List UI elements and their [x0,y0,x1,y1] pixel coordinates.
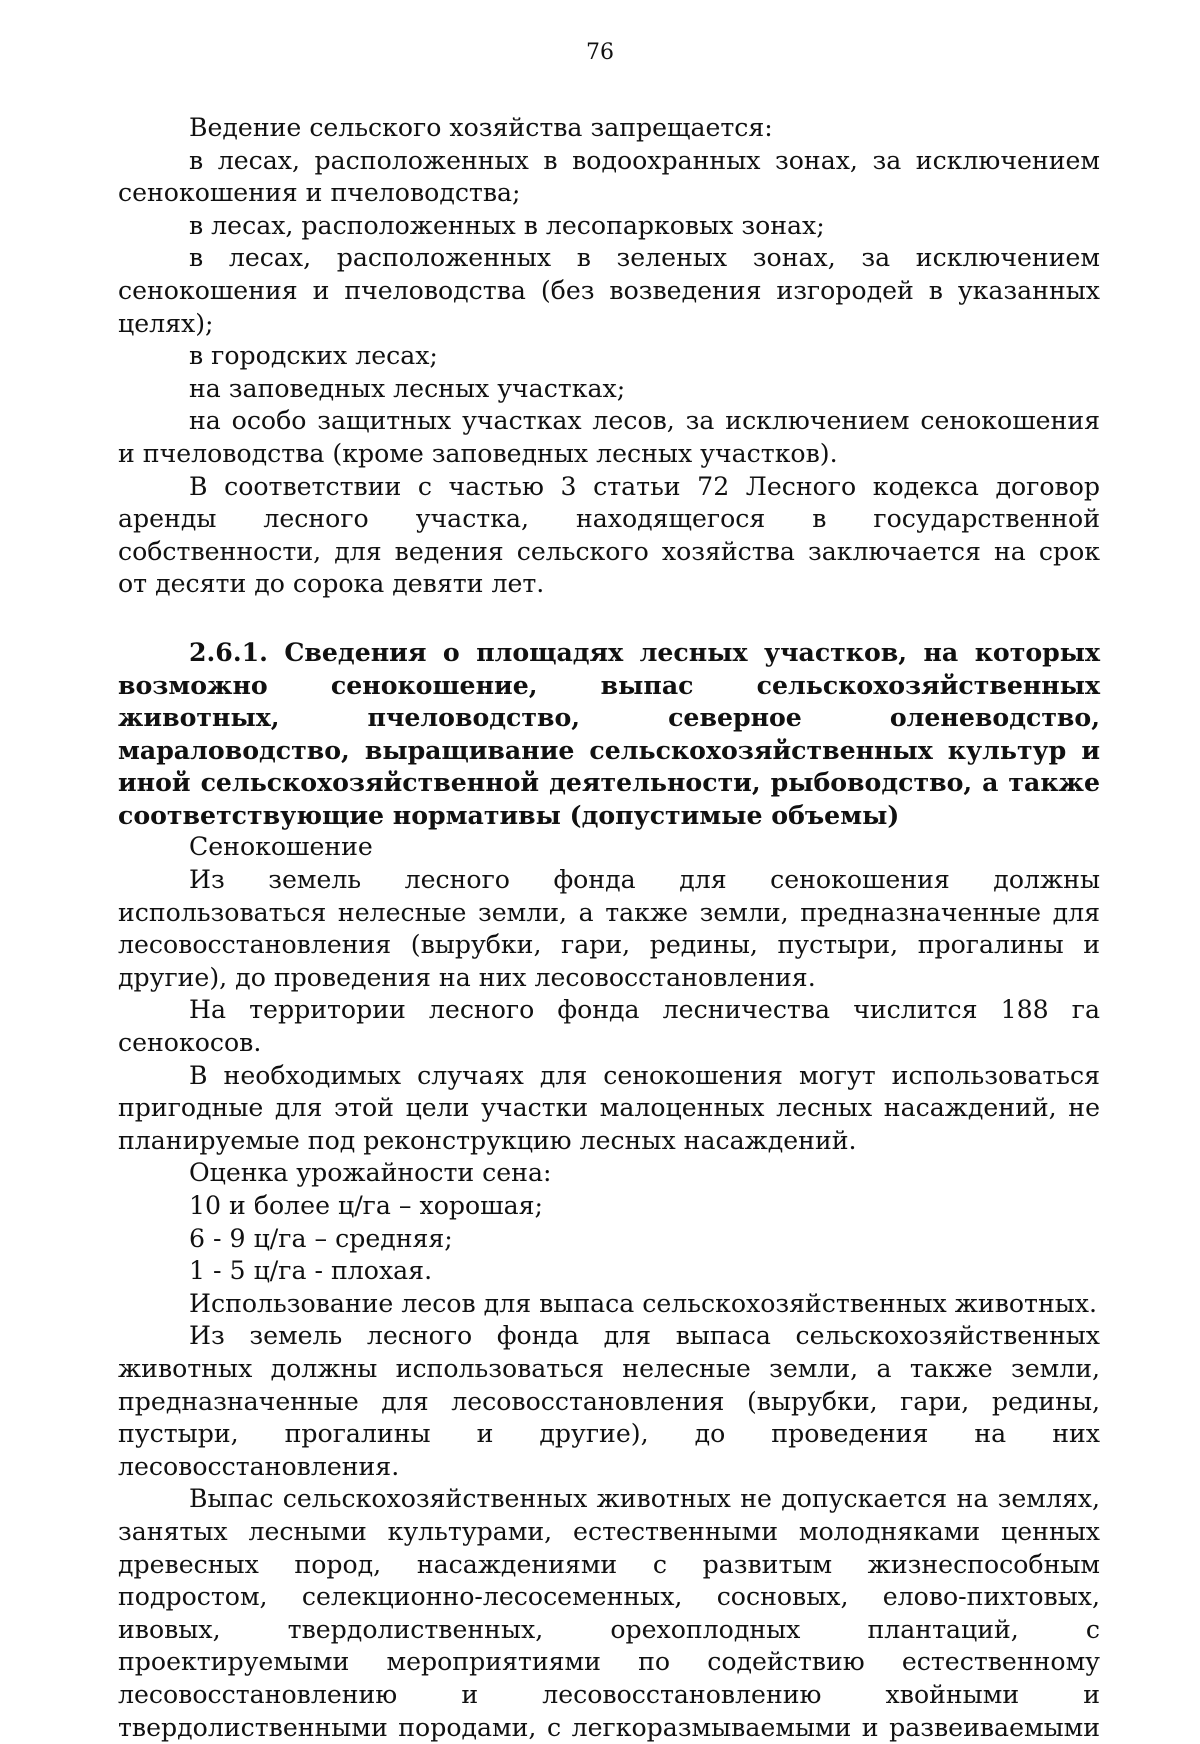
paragraph: в лесах, расположенных в лесопарковых зонах; [189,210,825,240]
paragraph: в лесах, расположенных в водоохранных зонах, за исключением сенокошения и пчеловодства; [118,145,1100,208]
paragraph: Сенокошение [189,832,373,862]
paragraph: В необходимых случаях для сенокошения могут использоваться пригодные для этой цели участки малоценных лесных насаждений, не планируемые под реконструкцию лесных насаждений. [118,1060,1100,1155]
paragraph: Из земель лесного фонда для выпаса сельскохозяйственных животных должны использоваться нелесные земли, а также земли, предназначенные для лесовосстановления (вырубки, гари, редины, пустыри, прогалины и другие), до проведения на них лесовосстановления. [118,1321,1100,1481]
paragraph: 10 и более ц/га – хорошая; [189,1191,543,1220]
paragraph: Использование лесов для выпаса сельскохозяйственных животных. [189,1288,1098,1318]
paragraph: В соответствии с частью 3 статьи 72 Лесного кодекса договор аренды лесного участка, находящегося в государственной собственности, для ведения сельского хозяйства заключается на срок от десяти до сорока девяти лет. [118,471,1100,599]
paragraph: в лесах, расположенных в зеленых зонах, за исключением сенокошения и пчеловодства (без возведения изгородей в указанных целях); [118,243,1100,338]
paragraph: Оценка урожайности сена: [189,1158,552,1188]
paragraph: в городских лесах; [189,341,438,371]
document-body [118,112,1100,1744]
paragraph: на особо защитных участках лесов, за исключением сенокошения и пчеловодства (кроме заповедных лесных участков). [118,406,1100,468]
page-number: 76 [586,40,614,65]
paragraph: Выпас сельскохозяйственных животных не допускается на землях, занятых лесными культурами, естественными молодняками ценных древесных пород, насаждениями с развитым жизнеспособным подростом, селекционно-лесосеменных, сосновых, елово-пихтовых, ивовых, твердолиственных, орехоплодных плантаций, с проектируемыми мероприятиями по содействию естественному лесовосстановлению и лесовосстановлению хвойными и твердолиственными породами, с легкоразмываемыми и развеиваемыми [118,1484,1100,1742]
paragraph: 6 - 9 ц/га – средняя; [189,1223,453,1253]
section-heading: 2.6.1. Сведения о площадях лесных участков, на которых возможно сенокошение, выпас сельскохозяйственных животных, пчеловодство, северное оленеводство, мараловодство, выращивание сельскохозяйственных культур и иной сельскохозяйственной деятельности, рыбоводство, а также соответствующие нормативы (допустимые объемы) [118,636,1100,830]
paragraph: Ведение сельского хозяйства запрещается: [189,113,773,142]
paragraph: на заповедных лесных участках; [189,373,626,403]
paragraph: Из земель лесного фонда для сенокошения должны использоваться нелесные земли, а также земли, предназначенные для лесовосстановления (вырубки, гари, редины, пустыри, прогалины и другие), до проведения на них лесовосстановления. [118,865,1100,992]
paragraph: 1 - 5 ц/га - плохая. [189,1256,433,1286]
paragraph: На территории лесного фонда лесничества числится 188 га сенокосов. [118,995,1100,1058]
